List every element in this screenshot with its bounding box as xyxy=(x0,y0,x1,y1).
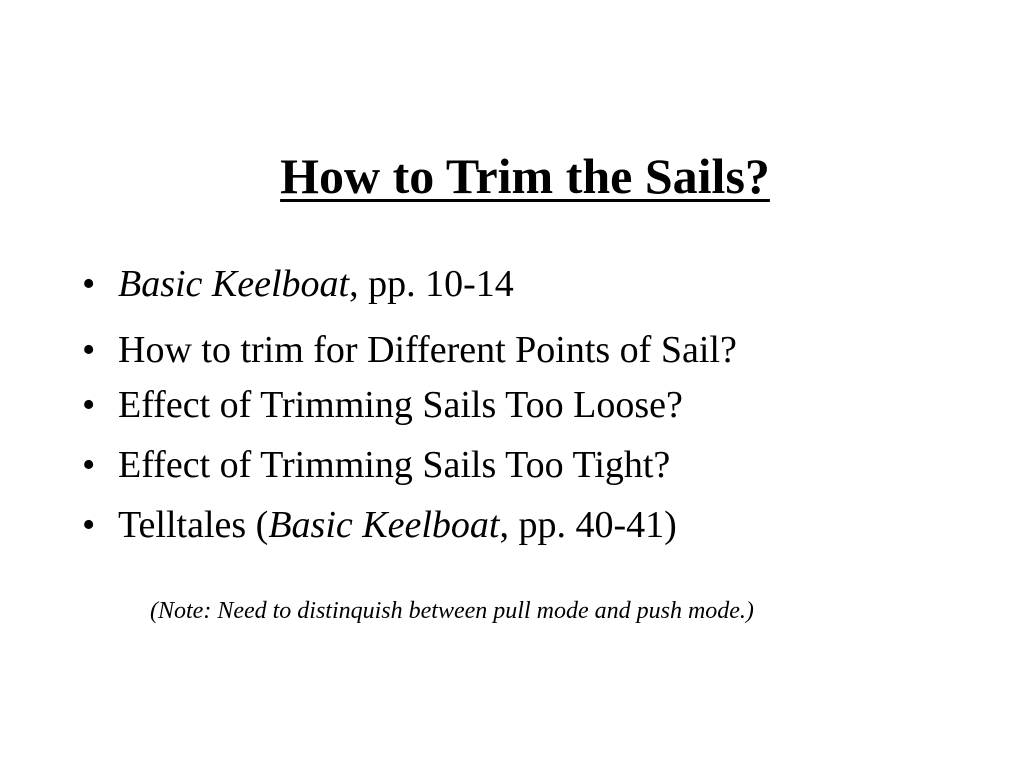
slide-title-text: How to Trim the Sails? xyxy=(280,148,770,204)
bullet-item xyxy=(82,328,737,372)
bullet-text: , pp. 10-14 xyxy=(349,263,514,305)
bullet-glyph: • xyxy=(82,504,96,546)
bullet-item xyxy=(82,383,683,427)
bullet-text: Effect of Trimming Sails Too Loose? xyxy=(118,384,683,426)
slide-title xyxy=(0,146,1024,206)
bullet-item xyxy=(82,262,514,306)
bullet-text-prefix: Telltales ( xyxy=(118,504,269,546)
book-title: Basic Keelboat xyxy=(118,263,350,305)
bullet-text: How to trim for Different Points of Sail? xyxy=(118,329,737,371)
slide-note: (Note: Need to distinquish between pull mode and push mode.) xyxy=(150,598,754,624)
bullet-glyph: • xyxy=(82,384,96,426)
bullet-item xyxy=(82,443,670,487)
bullet-text: Effect of Trimming Sails Too Tight? xyxy=(118,444,671,486)
bullet-item xyxy=(82,503,677,547)
bullet-text-suffix: , pp. 40-41) xyxy=(499,504,677,546)
bullet-glyph: • xyxy=(82,444,96,486)
bullet-glyph: • xyxy=(82,329,96,371)
book-title: Basic Keelboat xyxy=(268,504,500,546)
bullet-glyph: • xyxy=(82,263,96,305)
